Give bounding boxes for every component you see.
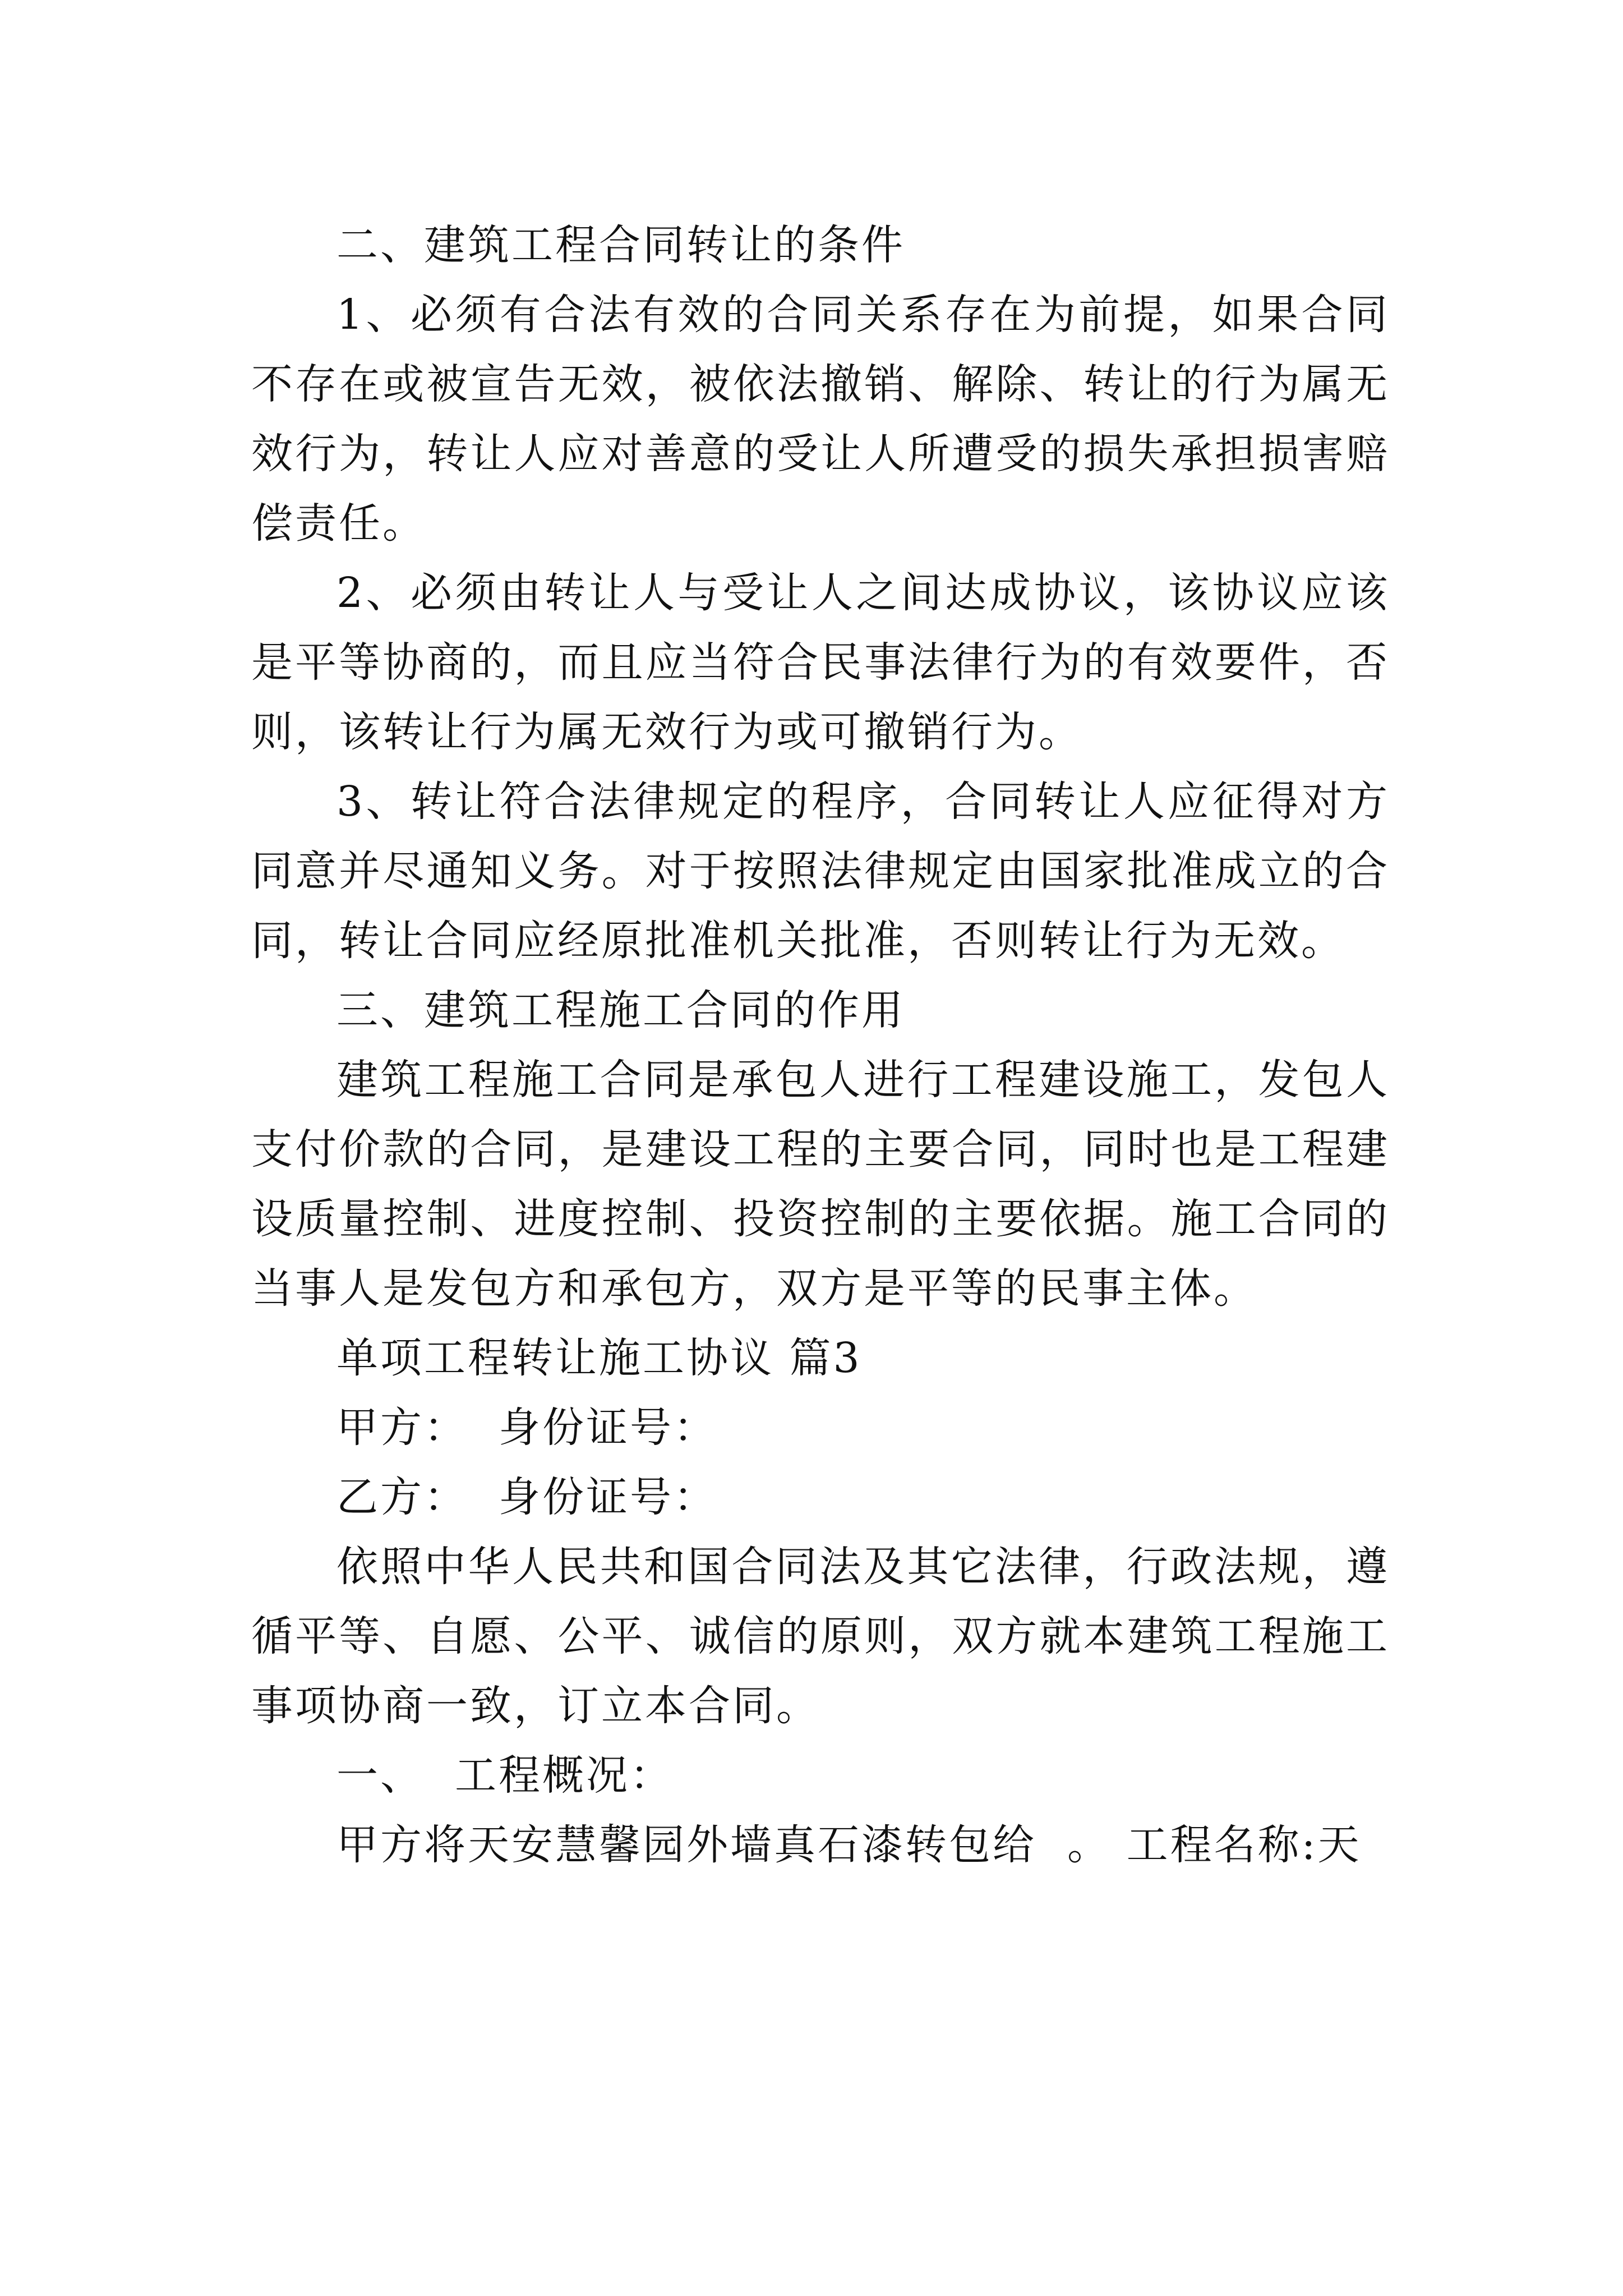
section-heading-contract-role: 三、建筑工程施工合同的作用 bbox=[336, 986, 905, 1034]
section-heading-transfer-conditions: 二、建筑工程合同转让的条件 bbox=[336, 221, 905, 269]
paragraph-contract-role: 建筑工程施工合同是承包人进行工程建设施工，发包人支付价款的合同，是建设工程的主要合同，同时也是工程建设质量控制、进度控制、投资控制的主要依据。施工合同的当事人是发包方和承包方，双方是平等的民事主体。 bbox=[251, 1056, 1390, 1313]
paragraph-condition-1: 1、必须有合法有效的合同关系存在为前提，如果合同不存在或被宣告无效，被依法撤销、解除、转让的行为属无效行为，转让人应对善意的受让人所遭受的损失承担损害赔偿责任。 bbox=[251, 291, 1390, 547]
paragraph-condition-3: 3、转让符合法律规定的程序，合同转让人应征得对方同意并尽通知义务。对于按照法律规定由国家批准成立的合同，转让合同应经原批准机关批准，否则转让行为无效。 bbox=[251, 777, 1390, 965]
party-a-line: 甲方： 身份证号： bbox=[336, 1404, 718, 1452]
article-title: 单项工程转让施工协议 篇3 bbox=[336, 1334, 862, 1382]
paragraph-preamble: 依照中华人民共和国合同法及其它法律，行政法规，遵循平等、自愿、公平、诚信的原则，双方就本建筑工程施工事项协商一致，订立本合同。 bbox=[251, 1543, 1390, 1730]
paragraph-project-overview: 甲方将天安慧馨园外墙真石漆转包给 。 工程名称:天 bbox=[336, 1821, 1362, 1869]
paragraph-condition-2: 2、必须由转让人与受让人之间达成协议，该协议应该是平等协商的，而且应当符合民事法律行为的有效要件，否则，该转让行为属无效行为或可撤销行为。 bbox=[251, 569, 1390, 756]
section-heading-project-overview: 一、 工程概况： bbox=[336, 1751, 674, 1800]
document-body bbox=[251, 210, 1390, 1880]
party-b-line: 乙方： 身份证号： bbox=[336, 1473, 718, 1521]
